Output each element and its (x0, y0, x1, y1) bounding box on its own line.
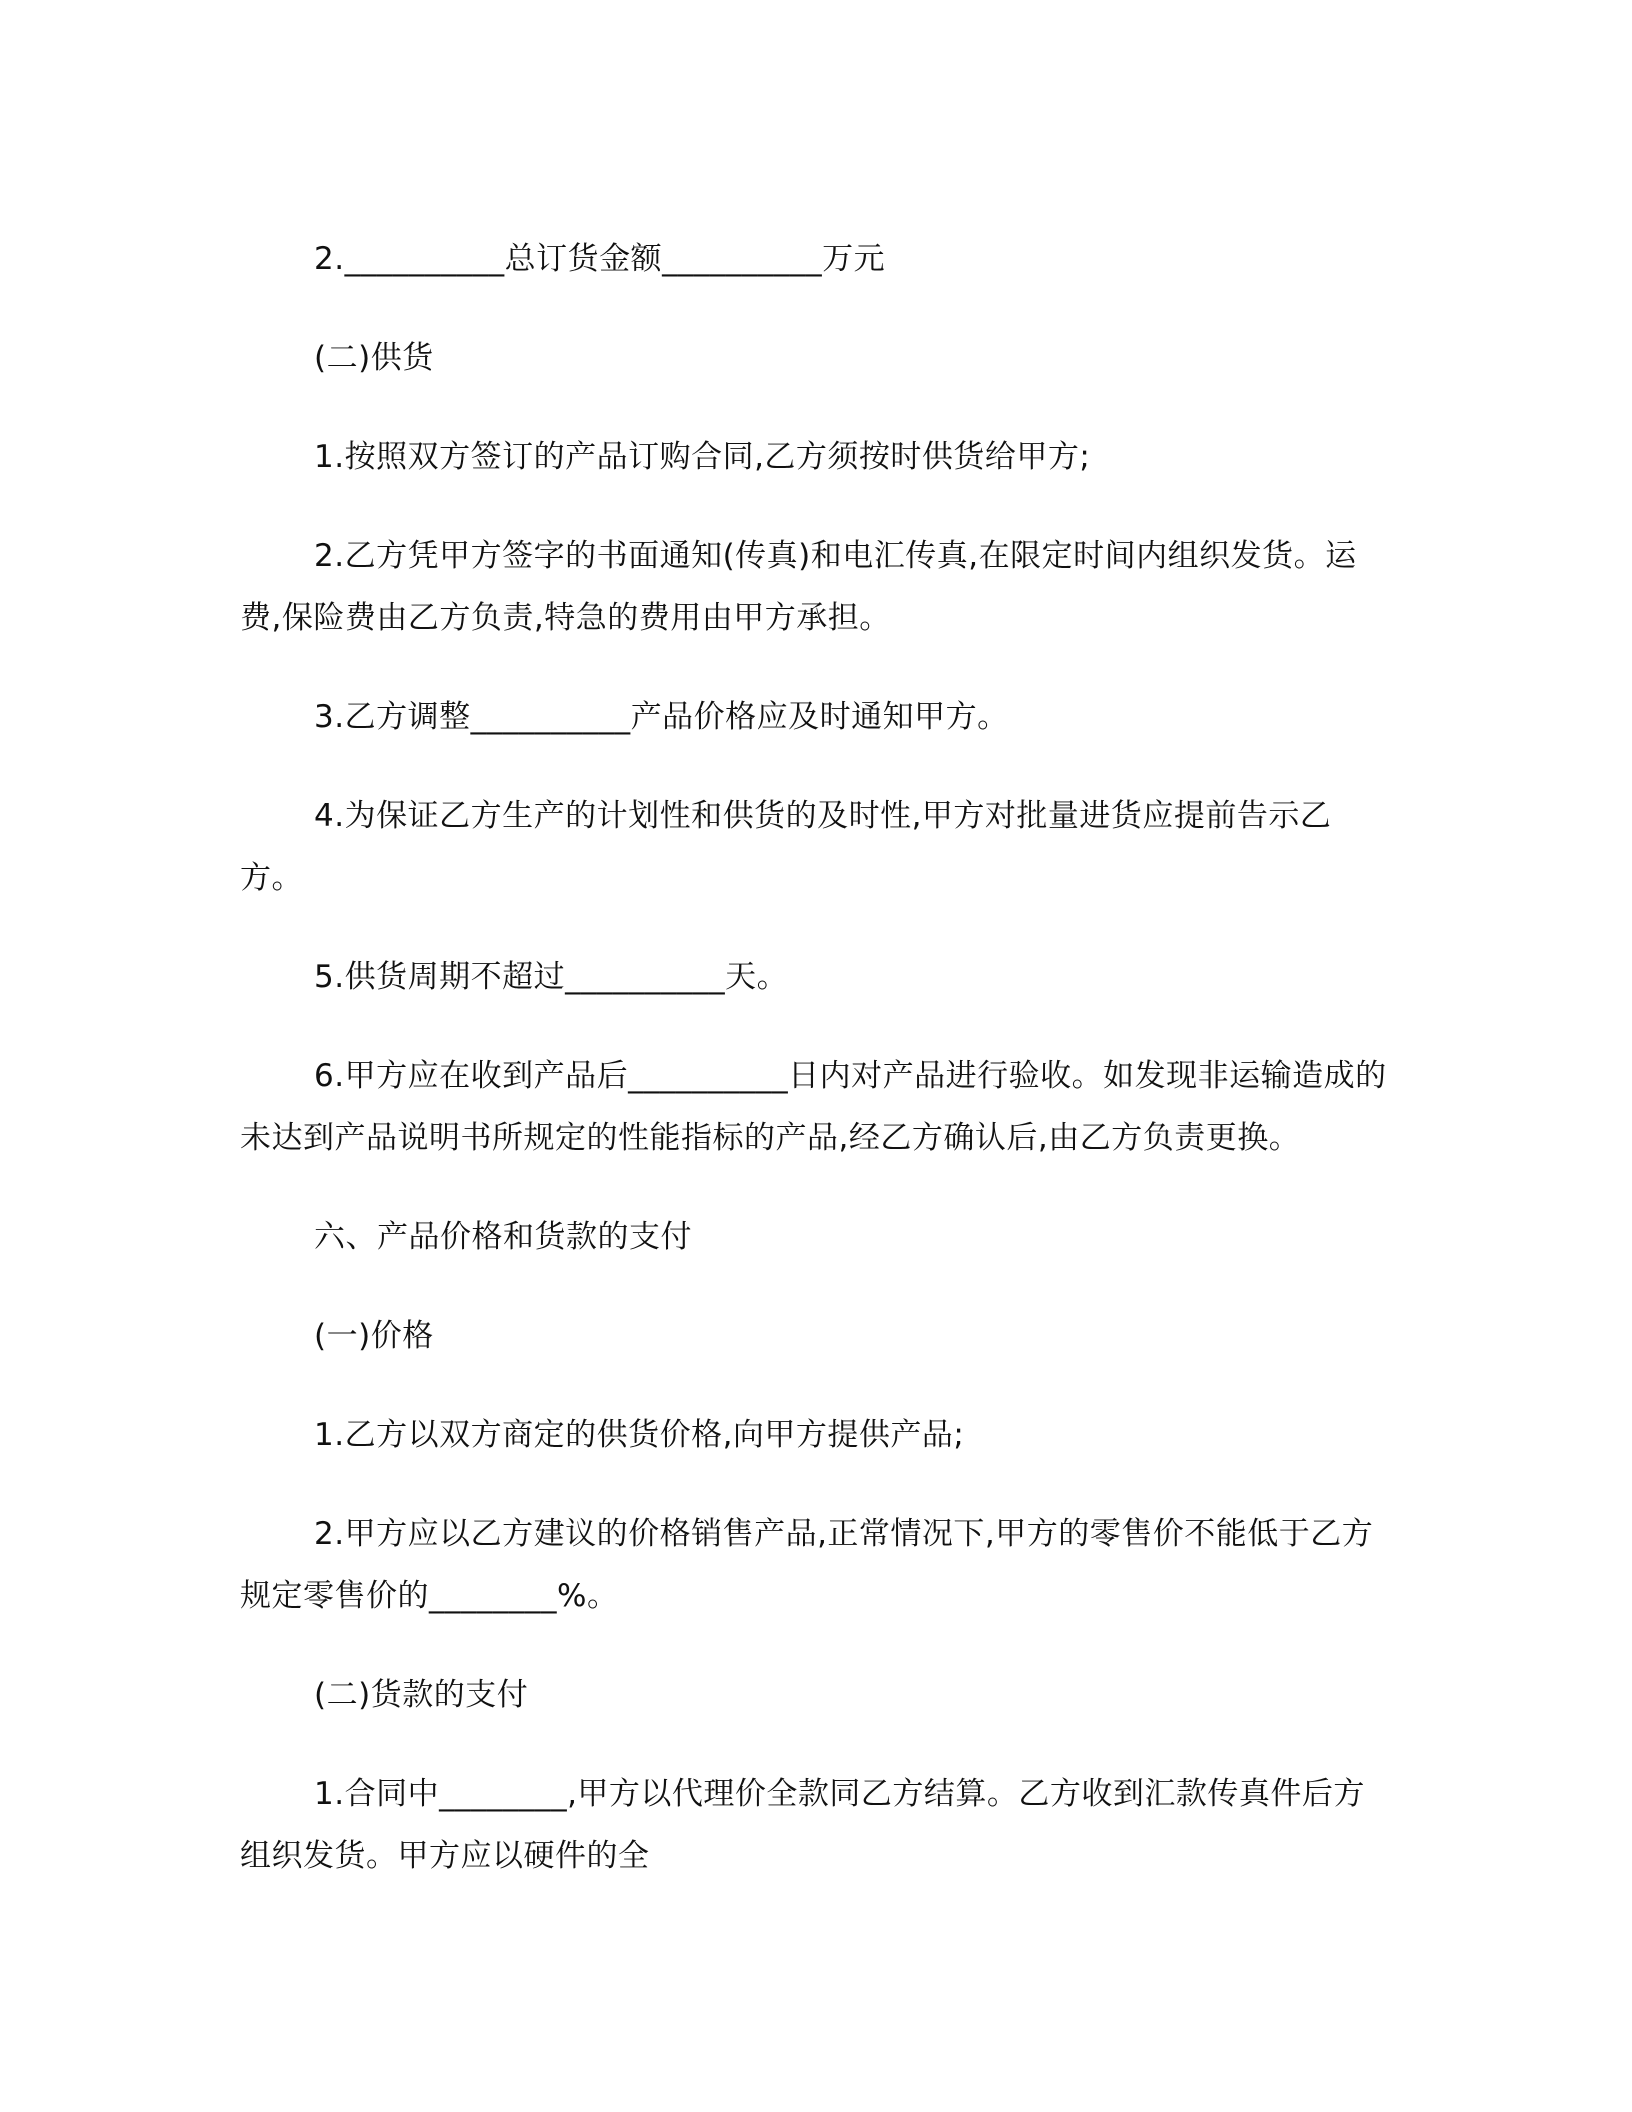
heading-price: (一)价格 (314, 1318, 434, 1354)
paragraph-supply-1: 1.按照双方签订的产品订购合同,乙方须按时供货给甲方; (314, 439, 1091, 475)
heading-payment: (二)货款的支付 (314, 1677, 529, 1713)
paragraph-supply-3: 3.乙方调整__________产品价格应及时通知甲方。 (314, 699, 1009, 735)
heading-supply: (二)供货 (314, 340, 434, 376)
paragraph-total-order-amount: 2.__________总订货金额__________万元 (314, 241, 886, 277)
paragraph-price-1: 1.乙方以双方商定的供货价格,向甲方提供产品; (314, 1417, 965, 1453)
paragraph-payment-1: 1.合同中________,甲方以代理价全款同乙方结算。乙方收到汇款传真件后方组织发货。甲方应以硬件的全 (240, 1776, 1365, 1874)
paragraph-supply-2: 2.乙方凭甲方签字的书面通知(传真)和电汇传真,在限定时间内组织发货。运费,保险费由乙方负责,特急的费用由甲方承担。 (240, 538, 1357, 636)
paragraph-supply-4: 4.为保证乙方生产的计划性和供货的及时性,甲方对批量进货应提前告示乙方。 (240, 798, 1332, 896)
paragraph-supply-6: 6.甲方应在收到产品后__________日内对产品进行验收。如发现非运输造成的未达到产品说明书所规定的性能指标的产品,经乙方确认后,由乙方负责更换。 (240, 1058, 1387, 1156)
section-heading-price-payment: 六、产品价格和货款的支付 (314, 1219, 692, 1255)
paragraph-price-2: 2.甲方应以乙方建议的价格销售产品,正常情况下,甲方的零售价不能低于乙方规定零售价的________%。 (240, 1516, 1374, 1614)
paragraph-supply-5: 5.供货周期不超过__________天。 (314, 959, 789, 995)
